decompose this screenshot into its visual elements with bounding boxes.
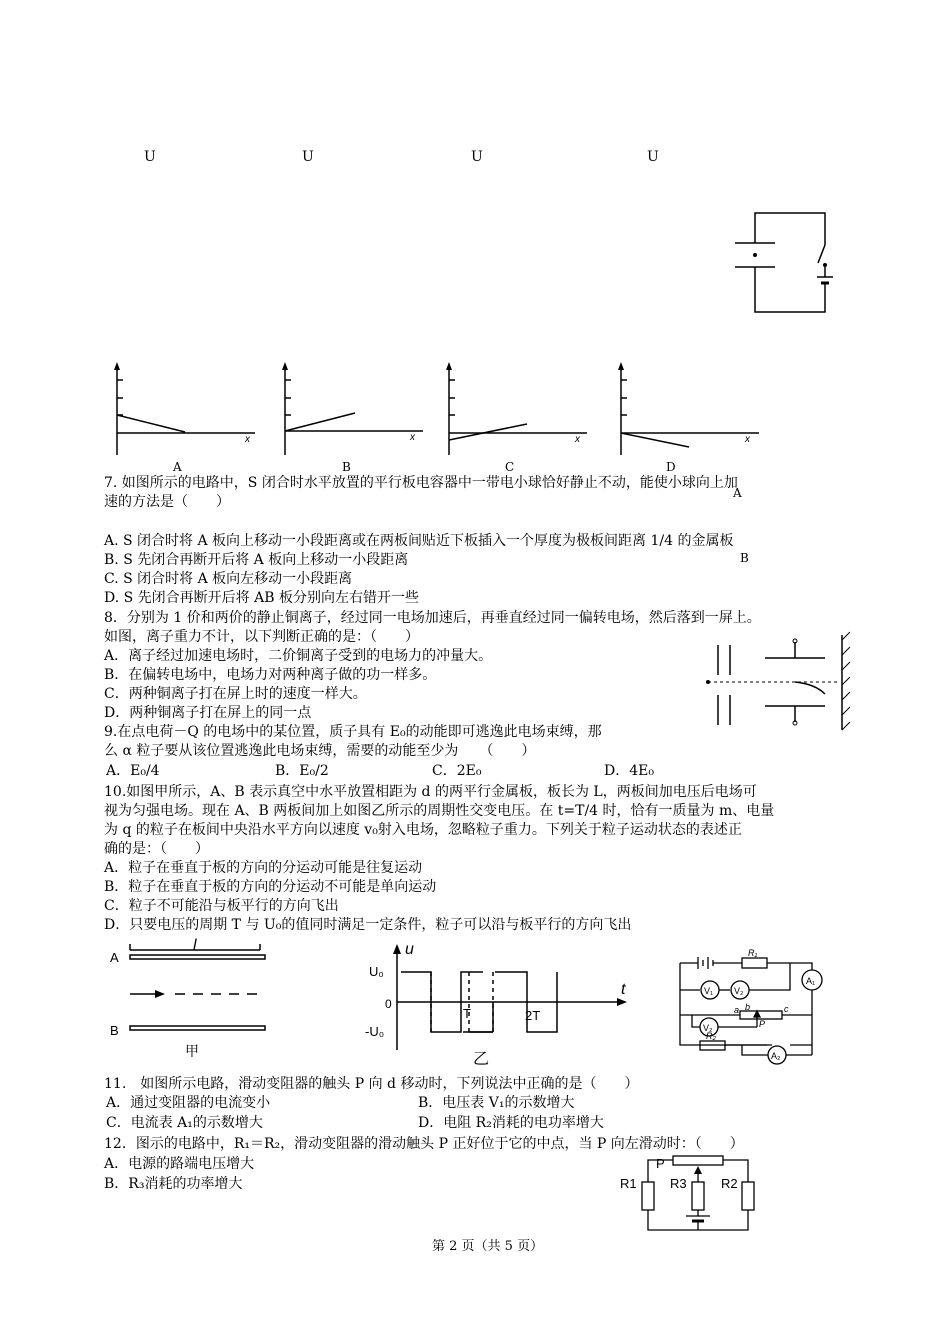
c12-R2: R2 <box>721 1176 738 1191</box>
q12-option-A: A．电源的路端电压增大 <box>104 1156 255 1172</box>
q7-stem-line1: 7. 如图所示的电路中，S 闭合时水平放置的平行板电容器中一带电小球恰好静止不动，能使小球向上加 <box>104 475 738 491</box>
q8-option-B: B．在偏转电场中，电场力对两种离子做的功一样多。 <box>104 667 437 683</box>
circuit-q12 <box>618 1150 768 1242</box>
yi-label-U0: U₀ <box>369 964 384 979</box>
c11-R2: R₂ <box>706 1031 716 1041</box>
graph-B <box>273 360 433 460</box>
yi-label-T: T <box>463 1006 471 1021</box>
c12-R1: R1 <box>620 1176 637 1191</box>
q8-option-A: A．离子经过加速电场时，二价铜离子受到的电场力的冲量大。 <box>104 648 493 664</box>
q10-stem-line1: 10.如图甲所示，A、B 表示真空中水平放置相距为 d 的两平行金属板，板长为 L，两板间加电压后电场可 <box>104 784 757 800</box>
q8-stem-line1: 8．分别为 1 价和两价的静止铜离子，经过同一电场加速后，再垂直经过同一偏转电场，然后落到一屏上。 <box>104 610 761 626</box>
q12-stem: 12．图示的电路中，R₁＝R₂，滑动变阻器的滑动触头 P 正好位于它的中点，当 P 向左滑动时：（ ） <box>104 1136 744 1152</box>
graph-D <box>609 360 769 460</box>
c11-a: a <box>734 1005 740 1015</box>
q9-option-C: C．2E₀ <box>432 763 482 779</box>
q10-stem-line3: 为 q 的粒子在板间中央沿水平方向以速度 v₀射入电场，忽略粒子重力。下列关于粒子运动状态的表述正 <box>104 822 742 838</box>
q11-stem: 11. 如图所示电路，滑动变阻器的触头 P 向 d 移动时，下列说法中正确的是（ ） <box>104 1076 639 1092</box>
q11-option-D: D．电阻 R₂消耗的电功率增大 <box>418 1115 604 1131</box>
yi-label-o: 0 <box>385 997 392 1011</box>
capacitor-circuit-diagram <box>725 205 840 320</box>
q10-option-C: C．粒子不可能沿与板平行的方向飞出 <box>104 898 339 914</box>
c12-P: P <box>656 1156 665 1171</box>
c11-c: c <box>784 1004 789 1014</box>
q10-stem-line2: 视为匀强电场。现在 A、B 两板间加上如图乙所示的周期性交变电压。在 t=T/4 时，恰有一质量为 m、电量 <box>104 803 775 819</box>
u-label-1: U <box>144 149 156 165</box>
jia-caption: 甲 <box>185 1043 199 1059</box>
q7-fig-label-A: A <box>733 486 742 500</box>
q9-option-B: B．E₀/2 <box>275 763 329 779</box>
ion-deflection-diagram <box>700 630 855 735</box>
parallel-plates-figure-jia <box>105 938 275 1063</box>
graph-C-label: C <box>505 460 515 474</box>
u-label-4: U <box>647 149 659 165</box>
c11-V1: V₁ <box>704 986 714 996</box>
u-label-3: U <box>471 149 483 165</box>
graph-D-x-label: x <box>745 434 750 445</box>
voltage-waveform-figure-yi <box>365 938 635 1068</box>
q10-option-D: D．只要电压的周期 T 与 U₀的值同时满足一定条件，粒子可以沿与板平行的方向飞出 <box>104 917 632 933</box>
c11-P: P <box>759 1019 766 1029</box>
q8-option-C: C．两种铜离子打在屏上时的速度一样大。 <box>104 686 367 702</box>
yi-caption: 乙 <box>473 1051 490 1068</box>
q11-option-A: A．通过变阻器的电流变小 <box>106 1095 271 1111</box>
yi-label-negU0: -U₀ <box>365 1024 385 1039</box>
c12-R3: R3 <box>670 1176 687 1191</box>
graph-A-x-label: x <box>245 434 250 445</box>
jia-label-B: B <box>110 1023 119 1038</box>
q7-fig-label-B: B <box>740 551 749 565</box>
q10-option-A: A．粒子在垂直于板的方向的分运动可能是往复运动 <box>104 860 423 876</box>
q7-option-A: A. S 闭合时将 A 板向上移动一小段距离或在两板间贴近下板插入一个厚度为极板间距离 1/4 的金属板 <box>104 533 734 549</box>
c11-V2: V₂ <box>734 986 744 996</box>
graph-C-x-label: x <box>575 434 580 445</box>
graph-C <box>437 360 597 460</box>
yi-label-t: t <box>621 981 626 998</box>
graph-A <box>105 360 265 460</box>
q10-stem-line4: 确的是：（ ） <box>104 841 209 857</box>
graph-D-label: D <box>666 460 676 474</box>
page-footer: 第 2 页（共 5 页） <box>432 1239 544 1254</box>
c11-V-lower: V₂ <box>703 1023 713 1033</box>
q7-stem-line2: 速的方法是（ ） <box>104 494 230 510</box>
yi-label-u: u <box>405 941 414 958</box>
q8-option-D: D．两种铜离子打在屏上的同一点 <box>104 705 312 721</box>
q7-option-B: B. S 先闭合再断开后将 A 板向上移动一小段距离 <box>104 552 409 568</box>
c11-R1: R₁ <box>748 948 758 958</box>
c11-b: b <box>745 1002 751 1012</box>
q9-stem-line2: 么 α 粒子要从该位置逃逸此电场束缚，需要的动能至少为 （ ） <box>104 743 536 759</box>
jia-label-A: A <box>110 950 119 965</box>
q12-option-B: B．R₃消耗的功率增大 <box>104 1176 243 1192</box>
q7-option-C: C. S 闭合时将 A 板向左移动一小段距离 <box>104 571 353 587</box>
q7-option-D: D. S 先闭合再断开后将 AB 板分别向左右错开一些 <box>104 590 419 606</box>
graph-B-label: B <box>342 460 351 474</box>
u-label-2: U <box>302 149 314 165</box>
q9-stem-line1: 9.在点电荷－Q 的电场中的某位置，质子具有 E₀的动能即可逃逸此电场束缚，那 <box>104 724 602 740</box>
q11-option-C: C．电流表 A₁的示数增大 <box>106 1115 263 1131</box>
circuit-q11 <box>672 945 832 1067</box>
q9-option-A: A．E₀/4 <box>106 763 160 779</box>
q8-stem-line2: 如图，离子重力不计，以下判断正确的是：（ ） <box>104 629 419 645</box>
c11-A1: A₁ <box>806 976 816 986</box>
q9-option-D: D．4E₀ <box>604 763 654 779</box>
q11-option-B: B．电压表 V₁的示数增大 <box>418 1095 575 1111</box>
graph-B-x-label: x <box>410 432 415 443</box>
jia-label-l: l <box>193 938 197 954</box>
yi-label-2T: 2T <box>525 1008 541 1023</box>
q10-option-B: B．粒子在垂直于板的方向的分运动不可能是单向运动 <box>104 879 437 895</box>
graph-A-label: A <box>173 460 182 474</box>
c11-A2: A₂ <box>771 1051 781 1061</box>
